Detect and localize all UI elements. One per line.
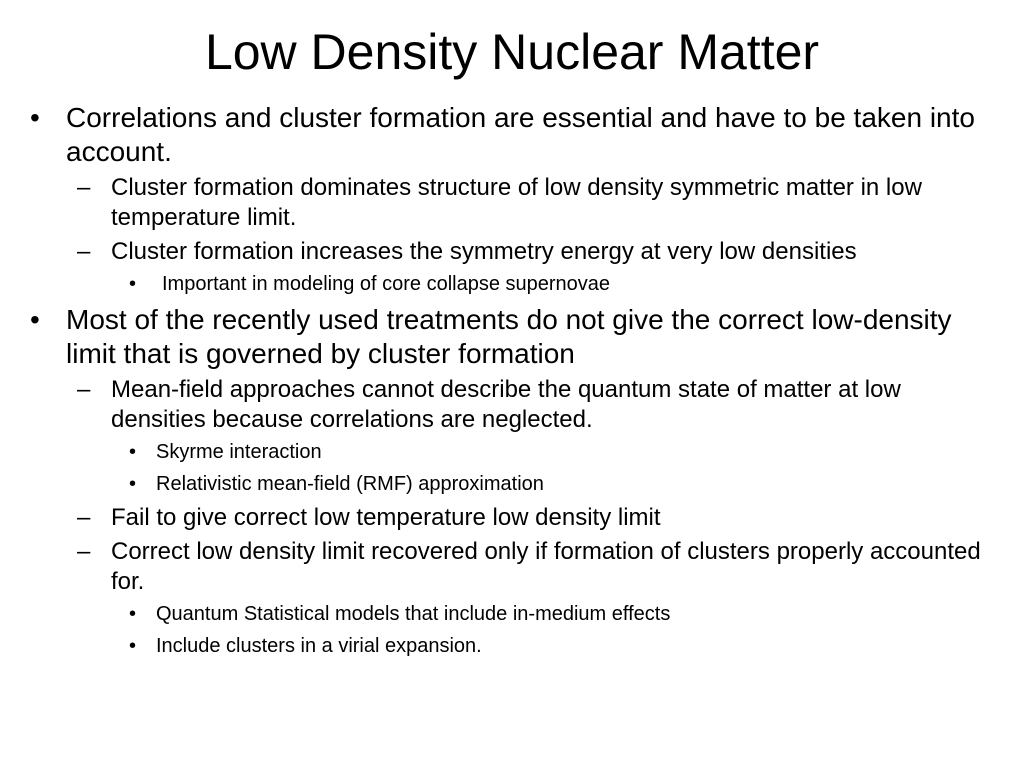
dash-marker: – bbox=[77, 376, 91, 403]
bullet-text: Most of the recently used treatments do not give the correct low-density limit that is governed by cluster formation bbox=[66, 304, 952, 369]
sub-bullet-text: Cluster formation increases the symmetry energy at very low densities bbox=[111, 238, 857, 265]
dash-marker: – bbox=[77, 538, 91, 565]
bullet-marker: • bbox=[129, 635, 137, 657]
bullet-marker: • bbox=[129, 603, 137, 625]
slide-title: Low Density Nuclear Matter bbox=[204, 24, 820, 80]
dash-marker: – bbox=[77, 504, 91, 531]
sub-sub-bullet-item bbox=[129, 601, 1000, 627]
sub-sub-bullet-text: Quantum Statistical models that include in-medium effects bbox=[156, 603, 671, 625]
sub-sub-bullet-text: Important in modeling of core collapse supernovae bbox=[162, 273, 611, 295]
bullet-marker: • bbox=[129, 273, 137, 295]
sub-bullet-item bbox=[77, 173, 1000, 233]
sub-bullet-item bbox=[77, 237, 1000, 267]
bullet-item bbox=[30, 303, 1000, 371]
sub-bullet-text: Correct low density limit recovered only if formation of clusters properly accounted for. bbox=[111, 538, 981, 595]
sub-sub-bullet-text: Include clusters in a virial expansion. bbox=[156, 635, 482, 657]
sub-bullet-text: Fail to give correct low temperature low density limit bbox=[111, 504, 661, 531]
dash-marker: – bbox=[77, 174, 91, 201]
sub-sub-bullet-item bbox=[129, 439, 1000, 465]
sub-sub-bullet-text: Skyrme interaction bbox=[156, 441, 322, 463]
bullet-marker: • bbox=[30, 102, 40, 133]
dash-marker: – bbox=[77, 238, 91, 265]
bullet-text: Correlations and cluster formation are essential and have to be taken into account. bbox=[66, 102, 975, 167]
sub-sub-bullet-item bbox=[129, 271, 1000, 297]
bullet-marker: • bbox=[129, 441, 137, 463]
bullet-marker: • bbox=[129, 473, 137, 495]
sub-bullet-item bbox=[77, 503, 1000, 533]
sub-sub-bullet-item bbox=[129, 471, 1000, 497]
sub-sub-bullet-text: Relativistic mean-field (RMF) approximation bbox=[156, 473, 544, 495]
bullet-item bbox=[30, 101, 1000, 169]
sub-bullet-item bbox=[77, 375, 1000, 435]
sub-sub-bullet-item bbox=[129, 633, 1000, 659]
sub-bullet-text: Cluster formation dominates structure of low density symmetric matter in low temperature limit. bbox=[111, 174, 922, 231]
sub-bullet-text: Mean-field approaches cannot describe the quantum state of matter at low densities because correlations are neglected. bbox=[111, 376, 901, 433]
bullet-list bbox=[0, 101, 1000, 665]
sub-bullet-item bbox=[77, 537, 1000, 597]
bullet-marker: • bbox=[30, 304, 40, 335]
